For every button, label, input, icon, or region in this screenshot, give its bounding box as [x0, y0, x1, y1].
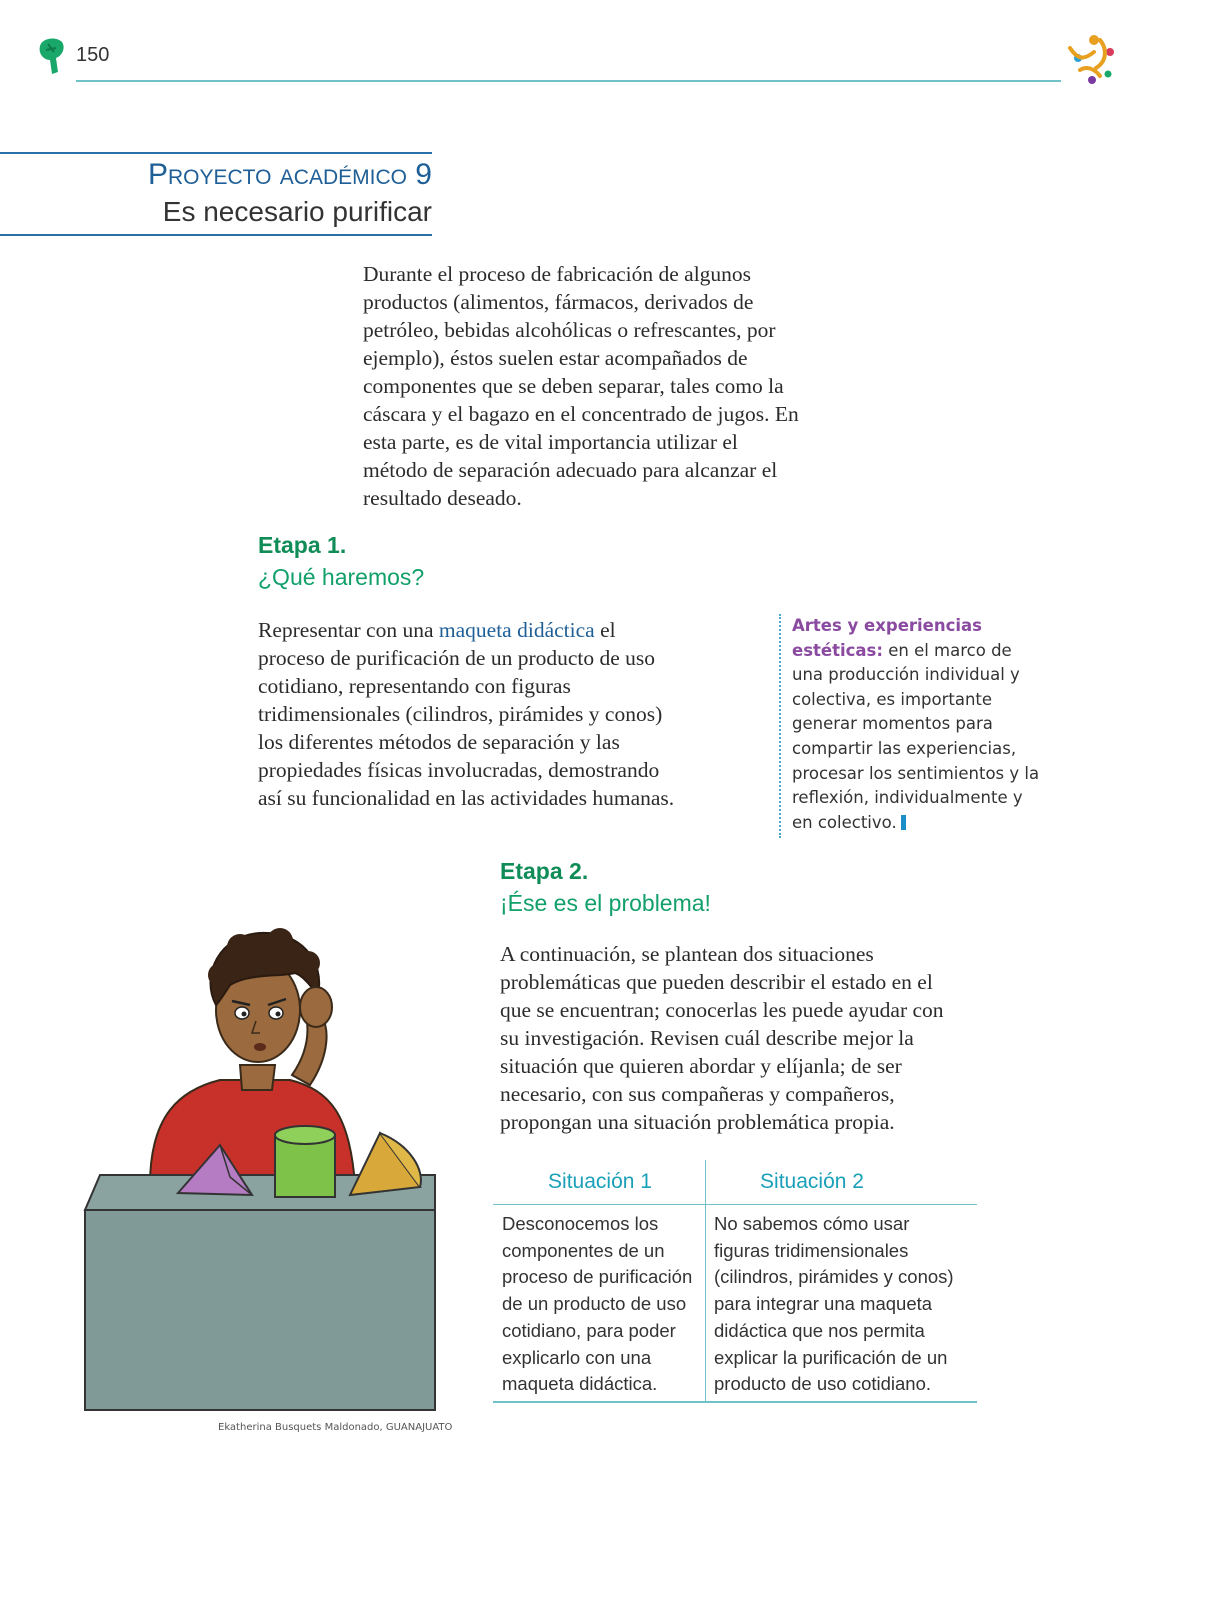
sidebar-note: [792, 614, 1042, 835]
table-header-rule: [493, 1204, 977, 1205]
sidebar-title: Artes y experiencias estéticas:: [792, 616, 983, 660]
title-rule-top: [0, 152, 432, 154]
boy-thinking-with-3d-shapes-illustration: [80, 915, 450, 1415]
maqueta-didactica-link[interactable]: maqueta didáctica: [438, 618, 595, 642]
etapa2-subtitle: ¡Ése es el problema!: [500, 890, 711, 916]
sidebar-dotted-rule: [779, 614, 781, 838]
illustration-credit: Ekatherina Busquets Maldonado, GUANAJUATO: [218, 1422, 453, 1433]
page-number: 150: [76, 44, 110, 66]
table-header-situacion-2: Situación 2: [760, 1170, 864, 1193]
table-bottom-rule: [493, 1401, 977, 1403]
table-column-divider: [705, 1160, 706, 1402]
etapa2-paragraph: A continuación, se plantean dos situaciones problemáticas que pueden describir el estado en el que se encuentran; conocerlas les puede ayudar con su investigación. Revisen cuál describe mejor la situación que quieren abordar y elíjanla; de ser necesario, con sus compañeras y compañeros, propongan una situación problemática propia.: [500, 942, 944, 1134]
project-title: Proyecto académico 9: [147, 158, 432, 191]
etapa1-text-after: el proceso de purificación de un producto de uso cotidiano, representando con figuras tridimensionales (cilindros, pirámides y conos) los diferentes métodos de separación y las propiedades físicas involucradas, demostrando así su funcionalidad en las actividades humanas.: [258, 618, 675, 810]
end-mark-icon: [901, 815, 906, 830]
table-cell-situacion-1: Desconocemos los componentes de un proceso de purificación de un producto de uso cotidiano, para poder explicarlo con una maqueta didáctica.: [502, 1213, 693, 1395]
etapa2-label: Etapa 2.: [500, 858, 589, 884]
sidebar-body: en el marco de una producción individual y colectiva, es importante generar momentos para compartir las experiencias, procesar los sentimientos y la reflexión, individualmente y en colectivo.: [792, 640, 1040, 832]
project-subtitle: Es necesario purificar: [162, 196, 432, 227]
table-header-situacion-1: Situación 1: [548, 1170, 652, 1193]
etapa1-label: Etapa 1.: [258, 532, 347, 558]
intro-paragraph: Durante el proceso de fabricación de algunos productos (alimentos, fármacos, derivados de petróleo, bebidas alcohólicas o refrescantes, por ejemplo), éstos suelen estar acompañados de componentes que se deben separar, tales como la cáscara y el bagazo en el concentrado de jugos. En esta parte, es de vital importancia utilizar el método de separación adecuado para alcanzar el resultado deseado.: [363, 262, 799, 510]
colorful-figures-logo-icon: [1064, 30, 1124, 88]
etapa1-text-before: Representar con una: [258, 618, 439, 642]
etapa1-paragraph: [258, 616, 678, 812]
table-cell-situacion-2: No sabemos cómo usar figuras tridimensionales (cilindros, pirámides y conos) para integrar una maqueta didáctica que nos permita explicar la purificación de un producto de uso cotidiano.: [714, 1213, 954, 1395]
etapa1-subtitle: ¿Qué haremos?: [258, 564, 425, 590]
header-rule: [76, 80, 1061, 82]
title-rule-bottom: [0, 234, 432, 236]
leaf-icon: [36, 36, 68, 76]
